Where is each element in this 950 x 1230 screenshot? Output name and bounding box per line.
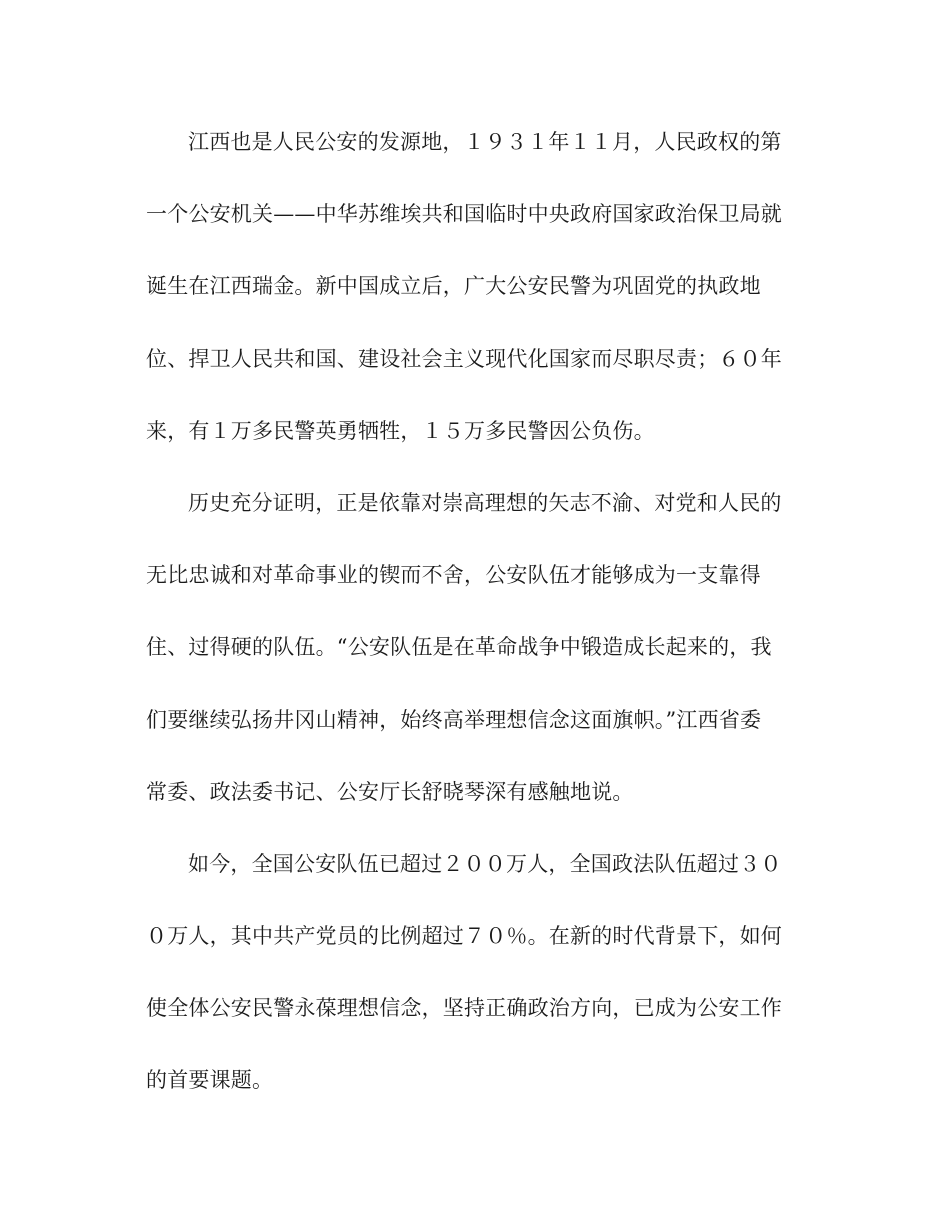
text-line: 常委、政法委书记、公安厅长舒晓琴深有感触地说。 (146, 779, 634, 804)
text-line: 如今，全国公安队伍已超过２００万人，全国政法队伍超过３０ (188, 851, 782, 876)
text-line: 的首要课题。 (146, 1068, 274, 1093)
text-line: 一个公安机关——中华苏维埃共和国临时中央政府国家政治保卫局就 (146, 202, 782, 227)
paragraph-2 (146, 485, 806, 846)
paragraph-1 (146, 124, 806, 485)
text-line: 江西也是人民公安的发源地，１９３１年１１月，人民政权的第 (188, 130, 782, 154)
text-line: 们要继续弘扬井冈山精神，始终高举理想信念这面旗帜。”江西省委 (146, 707, 762, 732)
text-line: 使全体公安民警永葆理想信念，坚持正确政治方向，已成为公安工作 (146, 996, 782, 1021)
text-line: 位、捍卫人民共和国、建设社会主义现代化国家而尽职尽责；６０年 (146, 346, 782, 371)
text-line: ０万人，其中共产党员的比例超过７０％。在新的时代背景下，如何 (146, 924, 782, 949)
text-line: 无比忠诚和对革命事业的锲而不舍，公安队伍才能够成为一支靠得 (146, 563, 761, 588)
text-line: 来，有１万多民警英勇牺牲，１５万多民警因公负伤。 (146, 418, 655, 443)
text-line: 诞生在江西瑞金。新中国成立后，广大公安民警为巩固党的执政地 (146, 274, 761, 299)
document-body (146, 124, 806, 1135)
text-line: 住、过得硬的队伍。“公安队伍是在革命战争中锻造成长起来的，我 (146, 635, 772, 660)
text-line: 历史充分证明，正是依靠对崇高理想的矢志不渝、对党和人民的 (188, 490, 782, 515)
paragraph-3 (146, 846, 806, 1135)
